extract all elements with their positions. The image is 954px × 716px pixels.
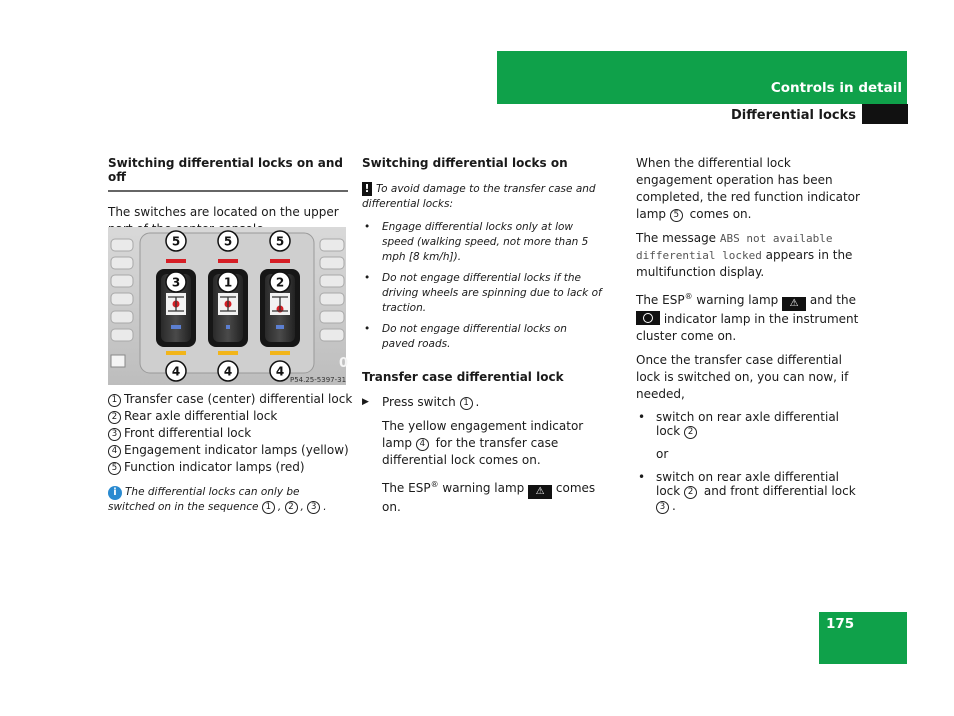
warning-note: ! To avoid damage to the transfer case and differential locks: — [362, 182, 596, 210]
subtitle-marker — [862, 104, 908, 124]
warning-item: • Engage differential locks only at low speed (walking speed, not more than 5 mph [8 km/h]). — [362, 220, 602, 265]
side-label-right: 0 — [339, 356, 349, 371]
exclamation-icon: ! — [362, 182, 372, 196]
switch-figure — [108, 227, 349, 385]
left-heading: Switching differential locks on and off — [108, 156, 344, 184]
left-column — [108, 156, 348, 238]
yellow-lamp-text: The yellow engagement indicator lamp 4 for the transfer case differential lock comes on. — [382, 419, 584, 467]
callout-top: 5 — [223, 234, 233, 249]
subheading-transfer: Transfer case differential lock — [362, 370, 564, 384]
next-steps-text: Once the transfer case differential lock is switched on, you can now, if needed, — [636, 353, 849, 401]
info-icon: i — [108, 486, 122, 500]
legend-item: 3 Front differential lock — [108, 425, 353, 442]
callout-bottom: 4 — [223, 364, 233, 379]
info-note: i The differential locks can only be switched on in the sequence 1 , 2 , 3 . — [108, 486, 327, 513]
warning-triangle-icon: ⚠ — [782, 297, 806, 311]
warning-item: • Do not engage differential locks if the driving wheels are spinning due to lack of traction. — [362, 271, 602, 316]
esp-lamp-text: The ESP® warning lamp ⚠ comes on. — [382, 480, 596, 514]
step-press-switch: ▶ Press switch 1 . — [362, 394, 602, 411]
legend-item: 1 Transfer case (center) differential lock — [108, 391, 353, 408]
callout-switch: 3 — [171, 275, 181, 290]
middle-column — [362, 156, 602, 516]
figure-code: P54.25-5397-31 — [290, 376, 347, 384]
callout-bottom: 4 — [171, 364, 181, 379]
completion-text: When the differential lock engagement operation has been completed, the red function indicator lamp 5 comes on. — [636, 156, 860, 221]
option-list — [636, 470, 861, 514]
intro-text: The switches are located on the upper — [108, 205, 339, 219]
callout-switch: 1 — [223, 275, 233, 290]
warning-list — [362, 220, 602, 352]
callout-top: 5 — [171, 234, 181, 249]
section-title: Controls in detail — [770, 80, 902, 96]
legend-item: 5 Function indicator lamps (red) — [108, 459, 353, 476]
warning-item: • Do not engage differential locks on paved roads. — [362, 322, 602, 352]
option-list — [636, 410, 861, 439]
figure-legend — [108, 391, 353, 476]
warning-triangle-icon: ⚠ — [528, 485, 552, 499]
or-text: or — [656, 447, 669, 461]
heading-rule — [108, 190, 348, 192]
console-illustration — [108, 227, 349, 385]
option-item: • switch on rear axle differential lock 2 and front differential lock 3 . — [636, 470, 861, 514]
option-item: • switch on rear axle differential lock 2 — [636, 410, 861, 439]
page-number: 175 — [826, 616, 855, 632]
header-bar — [497, 51, 907, 104]
legend-item: 4 Engagement indicator lamps (yellow) — [108, 442, 353, 459]
legend-item: 2 Rear axle differential lock — [108, 408, 353, 425]
circle-lamp-icon — [636, 311, 660, 325]
message-text: The message ABS not available differential locked appears in the multifunction display. — [636, 231, 853, 279]
callout-bottom: 4 — [275, 364, 285, 379]
callout-switch: 2 — [275, 275, 285, 290]
middle-heading: Switching differential locks on — [362, 156, 568, 170]
esp-abs-text: The ESP® warning lamp ⚠ and the indicator lamp in the instrument cluster come on. — [636, 292, 859, 343]
page-subtitle: Differential locks — [731, 108, 856, 123]
right-column — [636, 155, 861, 514]
callout-top: 5 — [275, 234, 285, 249]
